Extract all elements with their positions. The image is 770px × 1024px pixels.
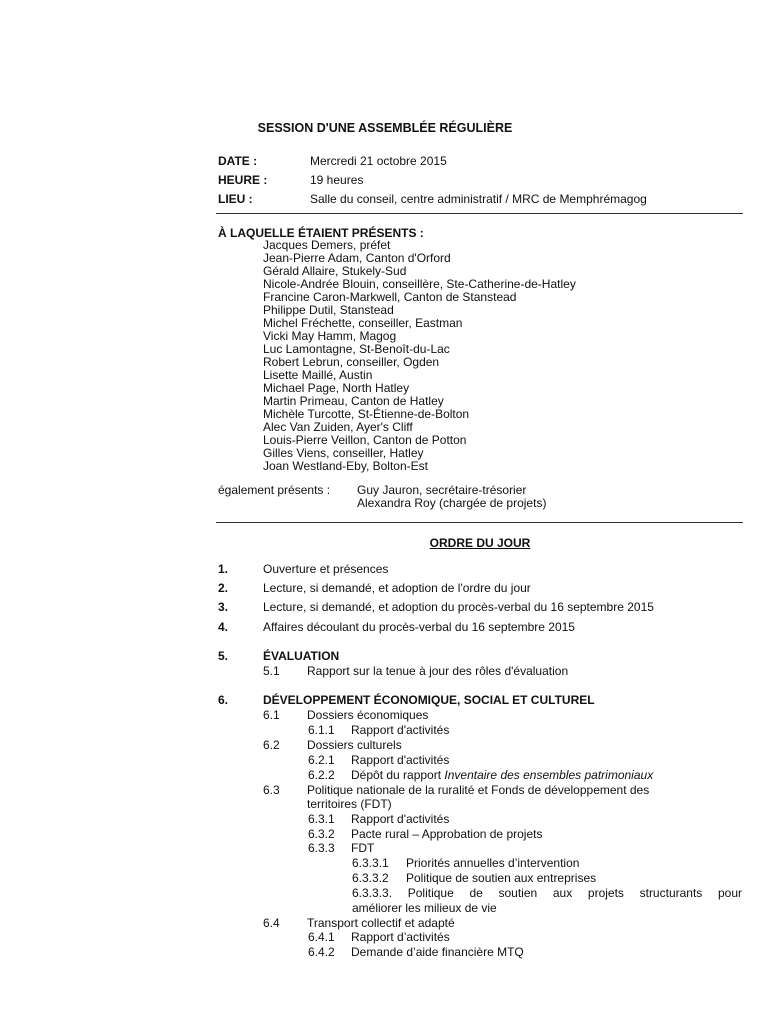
- document-title: SESSION D'UNE ASSEMBLÉE RÉGULIÈRE: [257, 121, 513, 135]
- agenda-item-number: 6.: [218, 693, 229, 707]
- agenda-subitem-text: Rapport d'activités: [351, 753, 450, 767]
- agenda-subitem-text: 6.3.3.3. Politique de soutien aux projets structurants pour: [352, 886, 742, 900]
- present-name: Robert Lebrun, conseiller, Ogden: [263, 355, 440, 369]
- present-name: Lisette Maillé, Austin: [263, 368, 373, 382]
- date-value: Mercredi 21 octobre 2015: [310, 154, 447, 168]
- agenda-item-text: Lecture, si demandé, et adoption du procès-verbal du 16 septembre 2015: [263, 600, 654, 614]
- present-name: Jacques Demers, préfet: [263, 238, 391, 252]
- agenda-section-title: DÉVELOPPEMENT ÉCONOMIQUE, SOCIAL ET CULTUREL: [263, 693, 595, 707]
- agenda-subitem-text: Rapport d’activités: [351, 930, 450, 944]
- divider: [216, 213, 743, 214]
- agenda-subitem-number: 6.1: [263, 708, 280, 722]
- agenda-subitem-number: 5.1: [263, 664, 280, 678]
- agenda-item-number: 1.: [218, 562, 229, 576]
- lieu-label: LIEU :: [218, 192, 253, 206]
- present-name: Francine Caron-Markwell, Canton de Stanstead: [263, 290, 517, 304]
- agenda-subitem-number: 6.1.1: [308, 723, 335, 737]
- present-name: Jean-Pierre Adam, Canton d'Orford: [263, 251, 451, 265]
- agenda-subitem-text: FDT: [351, 841, 375, 855]
- present-name: Michael Page, North Hatley: [263, 381, 410, 395]
- present-name: Joan Westland-Eby, Bolton-Est: [263, 459, 428, 473]
- also-present-name: Guy Jauron, secrétaire-trésorier: [357, 483, 527, 497]
- agenda-subitem-text: Dossiers culturels: [307, 738, 402, 752]
- also-present-name: Alexandra Roy (chargée de projets): [357, 496, 547, 510]
- heure-value: 19 heures: [310, 173, 364, 187]
- agenda-subitem-number: 6.4.1: [308, 930, 335, 944]
- presents-heading: À LAQUELLE ÉTAIENT PRÉSENTS :: [218, 226, 424, 240]
- agenda-subitem-text: améliorer les milieux de vie: [352, 901, 497, 915]
- also-present-label: également présents :: [218, 483, 331, 497]
- date-label: DATE :: [218, 154, 258, 168]
- agenda-subitem-number: 6.4.2: [308, 945, 335, 959]
- present-name: Alec Van Zuiden, Ayer's Cliff: [263, 420, 413, 434]
- agenda-subitem-text: Rapport d'activités: [351, 812, 450, 826]
- agenda-item-text: Affaires découlant du procès-verbal du 16 septembre 2015: [263, 620, 575, 634]
- agenda-subitem-number: 6.2.2: [308, 768, 335, 782]
- present-name: Luc Lamontagne, St-Benoît-du-Lac: [263, 342, 450, 356]
- agenda-item-text: Lecture, si demandé, et adoption de l'ordre du jour: [263, 581, 531, 595]
- agenda-subitem-text: Politique nationale de la ruralité et Fonds de développement des: [307, 783, 650, 797]
- agenda-subitem-number: 6.3.1: [308, 812, 335, 826]
- agenda-heading: ORDRE DU JOUR: [429, 536, 531, 550]
- agenda-item-number: 4.: [218, 620, 229, 634]
- agenda-item-number: 2.: [218, 581, 229, 595]
- present-name: Gilles Viens, conseiller, Hatley: [263, 446, 424, 460]
- agenda-subitem-number: 6.3: [263, 783, 280, 797]
- agenda-subitem-number: 6.3.3.1: [352, 856, 389, 870]
- agenda-subitem-number: 6.2: [263, 738, 280, 752]
- lieu-value: Salle du conseil, centre administratif / MRC de Memphrémagog: [310, 192, 647, 206]
- agenda-subitem-text: [351, 768, 653, 782]
- agenda-subitem-number: 6.4: [263, 916, 280, 930]
- agenda-subitem-text: Dossiers économiques: [307, 708, 429, 722]
- agenda-subitem-text-prefix: Dépôt du rapport: [351, 768, 445, 782]
- agenda-item-number: 5.: [218, 649, 229, 663]
- agenda-subitem-number: 6.3.2: [308, 827, 335, 841]
- agenda-subitem-text: Transport collectif et adapté: [307, 916, 455, 930]
- present-name: Michel Fréchette, conseiller, Eastman: [263, 316, 463, 330]
- agenda-subitem-text: Demande d’aide financière MTQ: [351, 945, 524, 959]
- agenda-item-text: Ouverture et présences: [263, 562, 389, 576]
- agenda-subitem-number: 6.3.3.2: [352, 871, 389, 885]
- agenda-item-number: 3.: [218, 600, 229, 614]
- agenda-subitem-number: 6.2.1: [308, 753, 335, 767]
- heure-label: HEURE :: [218, 173, 268, 187]
- agenda-subitem-text: Politique de soutien aux entreprises: [406, 871, 597, 885]
- agenda-subitem-text-italic: Inventaire des ensembles patrimoniaux: [444, 768, 654, 782]
- agenda-section-title: ÉVALUATION: [263, 649, 340, 663]
- agenda-subitem-text: Rapport sur la tenue à jour des rôles d'évaluation: [307, 664, 569, 678]
- present-name: Philippe Dutil, Stanstead: [263, 303, 394, 317]
- present-name: Louis-Pierre Veillon, Canton de Potton: [263, 433, 467, 447]
- present-name: Martin Primeau, Canton de Hatley: [263, 394, 444, 408]
- agenda-subitem-text: Pacte rural – Approbation de projets: [351, 827, 543, 841]
- agenda-subitem-number: 6.3.3: [308, 841, 335, 855]
- agenda-subitem-text: Priorités annuelles d’intervention: [406, 856, 580, 870]
- present-name: Gérald Allaire, Stukely-Sud: [263, 264, 407, 278]
- presents-list: [263, 239, 576, 473]
- present-name: Vicki May Hamm, Magog: [263, 329, 397, 343]
- present-name: Michèle Turcotte, St-Étienne-de-Bolton: [263, 407, 470, 421]
- agenda-subitem-text: Rapport d'activités: [351, 723, 450, 737]
- present-name: Nicole-Andrée Blouin, conseillère, Ste-Catherine-de-Hatley: [263, 277, 576, 291]
- divider: [216, 522, 743, 523]
- agenda-subitem-text: territoires (FDT): [307, 797, 392, 811]
